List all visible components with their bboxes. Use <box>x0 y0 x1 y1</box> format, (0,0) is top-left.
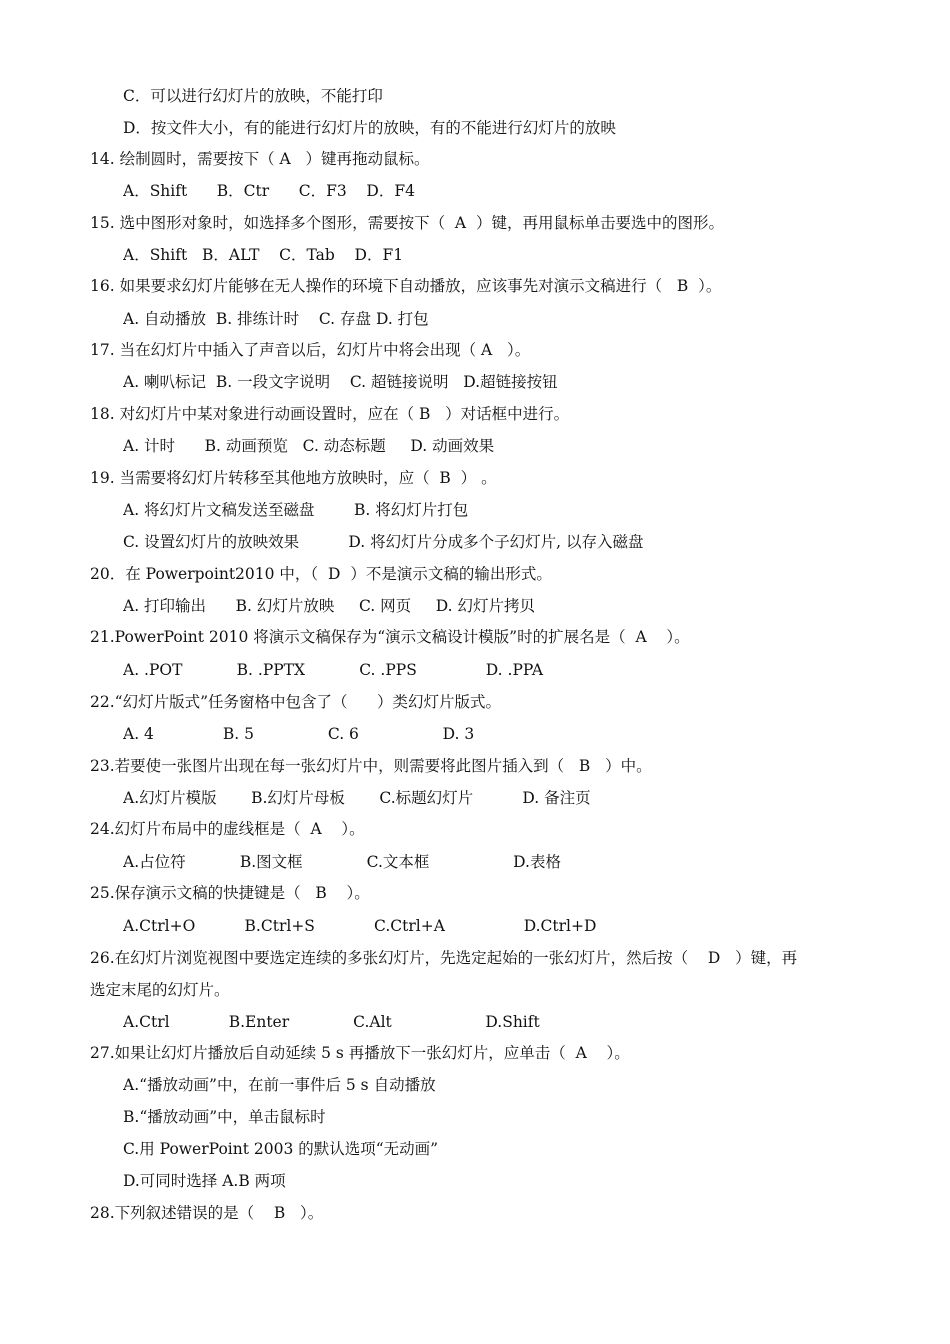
question-line: 25.保存演示文稿的快捷键是（ B ）。 <box>90 884 370 902</box>
question-line: 16. 如果要求幻灯片能够在无人操作的环境下自动播放，应该事先对演示文稿进行（ B ）。 <box>90 277 722 295</box>
question-line: 26.在幻灯片浏览视图中要选定连续的多张幻灯片，先选定起始的一张幻灯片，然后按（ D ）键，再 <box>90 949 798 967</box>
option-line: A. 喇叭标记 B. 一段文字说明 C. 超链接说明 D.超链接按钮 <box>123 373 558 391</box>
option-line: A.Ctrl+O B.Ctrl+S C.Ctrl+A D.Ctrl+D <box>123 917 597 935</box>
option-line: C.用 PowerPoint 2003 的默认选项“无动画” <box>123 1140 439 1158</box>
option-line: C．可以进行幻灯片的放映，不能打印 <box>123 87 383 105</box>
option-line: A.幻灯片模版 B.幻灯片母板 C.标题幻灯片 D. 备注页 <box>123 789 591 807</box>
question-line: 23.若要使一张图片出现在每一张幻灯片中，则需要将此图片插入到（ B ）中。 <box>90 757 652 775</box>
question-line: 20．在 Powerpoint2010 中，（ D ）不是演示文稿的输出形式。 <box>90 565 552 583</box>
option-line: D.可同时选择 A.B 两项 <box>123 1172 286 1190</box>
option-line: C. 设置幻灯片的放映效果 D. 将幻灯片分成多个子幻灯片, 以存入磁盘 <box>123 533 644 551</box>
question-line: 28.下列叙述错误的是（ B ）。 <box>90 1204 324 1222</box>
option-line: A. .POT B. .PPTX C. .PPS D. .PPA <box>123 661 544 679</box>
question-line: 15. 选中图形对象时，如选择多个图形，需要按下（ A ）键，再用鼠标单击要选中的图形。 <box>90 214 724 232</box>
option-line: A. 自动播放 B. 排练计时 C. 存盘 D. 打包 <box>123 310 429 328</box>
option-line: A. 打印输出 B. 幻灯片放映 C. 网页 D. 幻灯片拷贝 <box>123 597 536 615</box>
option-line: A. 计时 B. 动画预览 C. 动态标题 D. 动画效果 <box>123 437 495 455</box>
option-line: B.“播放动画”中，单击鼠标时 <box>123 1108 326 1126</box>
option-line: A. 4 B. 5 C. 6 D. 3 <box>123 725 475 743</box>
option-line: A．Shift B．Ctr C．F3 D．F4 <box>123 182 415 200</box>
question-line: 18. 对幻灯片中某对象进行动画设置时，应在（ B ）对话框中进行。 <box>90 405 570 423</box>
question-line: 27.如果让幻灯片播放后自动延续 5 s 再播放下一张幻灯片，应单击（ A ）。 <box>90 1044 630 1062</box>
question-line: 选定末尾的幻灯片。 <box>90 981 230 999</box>
question-line: 24.幻灯片布局中的虚线框是（ A ）。 <box>90 820 365 838</box>
option-line: A.占位符 B.图文框 C.文本框 D.表格 <box>123 853 561 871</box>
option-line: A.“播放动画”中，在前一事件后 5 s 自动播放 <box>123 1076 436 1094</box>
option-line: A. 将幻灯片文稿发送至磁盘 B. 将幻灯片打包 <box>123 501 469 519</box>
question-line: 14. 绘制圆时，需要按下（ A ）键再拖动鼠标。 <box>90 150 430 168</box>
question-line: 19. 当需要将幻灯片转移至其他地方放映时，应（ B ） 。 <box>90 469 497 487</box>
option-line: A.Ctrl B.Enter C.Alt D.Shift <box>123 1013 540 1031</box>
question-line: 21.PowerPoint 2010 将演示文稿保存为“演示文稿设计模版”时的扩展名是（ A ）。 <box>90 628 690 646</box>
question-line: 17. 当在幻灯片中插入了声音以后，幻灯片中将会出现（ A ）。 <box>90 341 531 359</box>
question-line: 22.“幻灯片版式”任务窗格中包含了（ ）类幻灯片版式。 <box>90 693 502 711</box>
option-line: D．按文件大小，有的能进行幻灯片的放映，有的不能进行幻灯片的放映 <box>123 119 616 137</box>
option-line: A．Shift B．ALT C．Tab D．F1 <box>123 246 404 264</box>
